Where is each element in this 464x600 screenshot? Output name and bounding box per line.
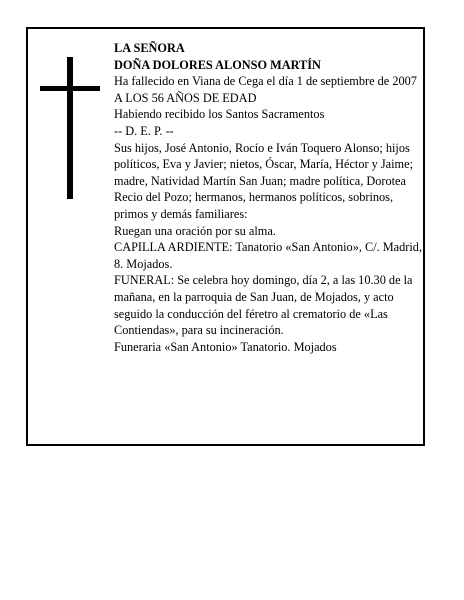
funeral-info: FUNERAL: Se celebra hoy domingo, día 2, a las 10.30 de la mañana, en la parroquia de San Juan, de Mojados, y acto seguido la conducción del féretro al crematorio de «Las Contiendas», para su incineración.: [114, 273, 413, 338]
cross-vertical-bar: [67, 57, 73, 199]
age-line: A LOS 56 AÑOS DE EDAD: [114, 90, 257, 105]
obituary-notice: [26, 27, 425, 446]
deceased-name: DOÑA DOLORES ALONSO MARTÍN: [114, 57, 321, 72]
cross-icon: [40, 57, 100, 199]
rip-line: -- D. E. P. --: [114, 123, 174, 138]
funeral-home-line: Funeraria «San Antonio» Tanatorio. Mojados: [114, 339, 337, 354]
family-paragraph: Sus hijos, José Antonio, Rocío e Iván Toquero Alonso; hijos políticos, Eva y Javier; nietos, Óscar, María, Héctor y Jaime; madre, Natividad Martín San Juan; madre política, Dorotea Recio del Pozo; hermanos, hermanos políticos, sobrinos, primos y demás familiares:: [114, 140, 413, 221]
prayer-line: Ruegan una oración por su alma.: [114, 223, 276, 238]
notice-title: LA SEÑORA: [114, 41, 185, 55]
death-info: Ha fallecido en Viana de Cega el día 1 de septiembre de 2007: [114, 74, 417, 89]
sacraments-line: Habiendo recibido los Santos Sacramentos: [114, 107, 325, 122]
notice-text: [114, 40, 424, 355]
cross-horizontal-bar: [40, 86, 100, 91]
chapel-info: CAPILLA ARDIENTE: Tanatorio «San Antonio», C/. Madrid, 8. Mojados.: [114, 240, 423, 271]
